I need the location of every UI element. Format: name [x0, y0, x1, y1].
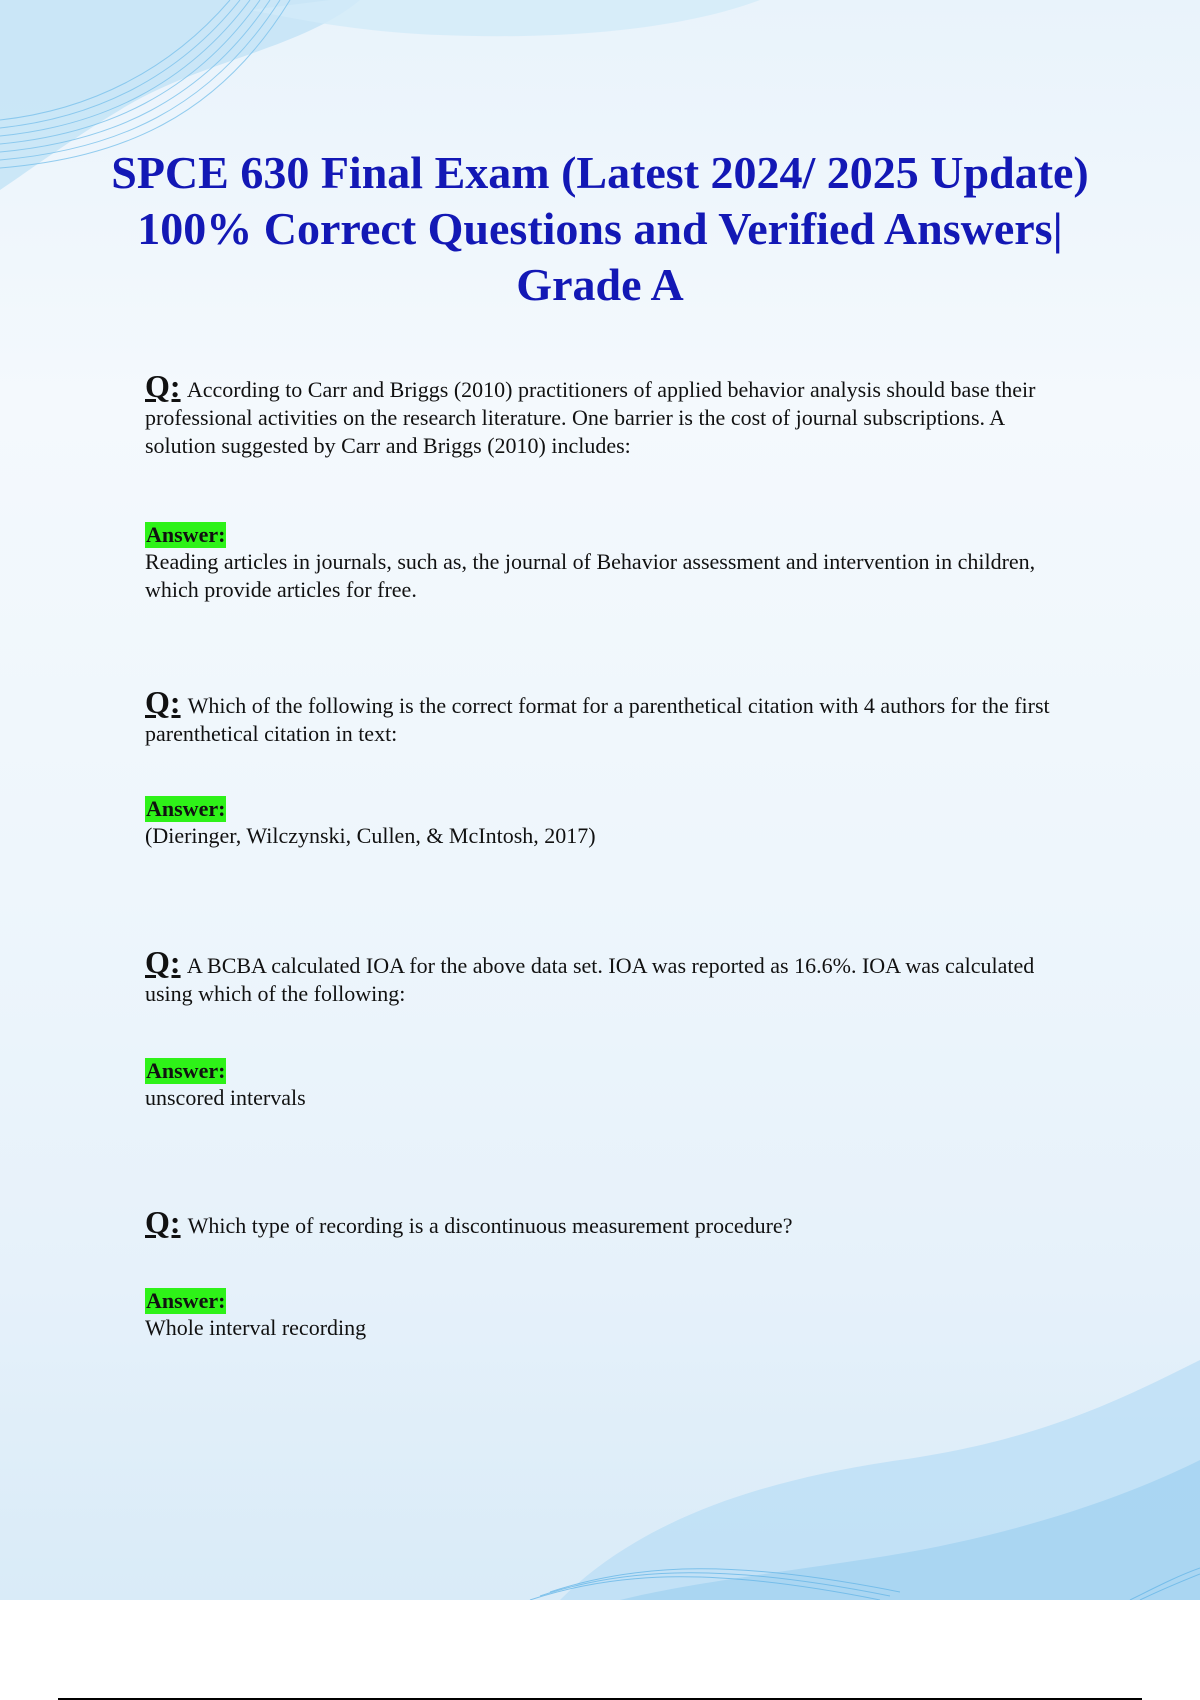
question-marker: Q:	[145, 944, 181, 980]
answer-text: Reading articles in journals, such as, the journal of Behavior assessment and intervention in children, which provide articles for free.	[145, 549, 1036, 602]
answer-text: Whole interval recording	[145, 1315, 367, 1340]
qa-item	[145, 944, 1075, 1112]
question-marker: Q:	[145, 1204, 181, 1240]
question-text: According to Carr and Briggs (2010) practitioners of applied behavior analysis should base their professional activities on the research literature. One barrier is the cost of journal subscriptions. A solution suggested by Carr and Briggs (2010) includes:	[145, 377, 1036, 458]
question	[145, 368, 1075, 460]
question-marker: Q:	[145, 368, 181, 404]
question-text: A BCBA calculated IOA for the above data set. IOA was reported as 16.6%. IOA was calculated using which of the following:	[145, 953, 1035, 1006]
top-wave-light	[250, 0, 760, 36]
answer-label: Answer:	[146, 796, 226, 821]
question-text: Which type of recording is a discontinuous measurement procedure?	[187, 1213, 793, 1238]
qa-item	[145, 1204, 1075, 1342]
question	[145, 684, 1075, 748]
qa-item	[145, 368, 1075, 604]
answer-text: unscored intervals	[145, 1085, 306, 1110]
answer-text: (Dieringer, Wilczynski, Cullen, & McIntosh, 2017)	[145, 823, 596, 848]
question-marker: Q:	[145, 684, 181, 720]
qa-item	[145, 684, 1075, 850]
answer-label: Answer:	[146, 522, 226, 547]
document-title: SPCE 630 Final Exam (Latest 2024/ 2025 Update) 100% Correct Questions and Verified Answers| Grade A	[111, 147, 1089, 310]
question	[145, 944, 1075, 1008]
answer-label: Answer:	[146, 1058, 226, 1083]
question	[145, 1204, 1075, 1240]
question-text: Which of the following is the correct format for a parenthetical citation with 4 authors for the first parenthetical citation in text:	[145, 693, 1050, 746]
answer-label: Answer:	[146, 1288, 226, 1313]
